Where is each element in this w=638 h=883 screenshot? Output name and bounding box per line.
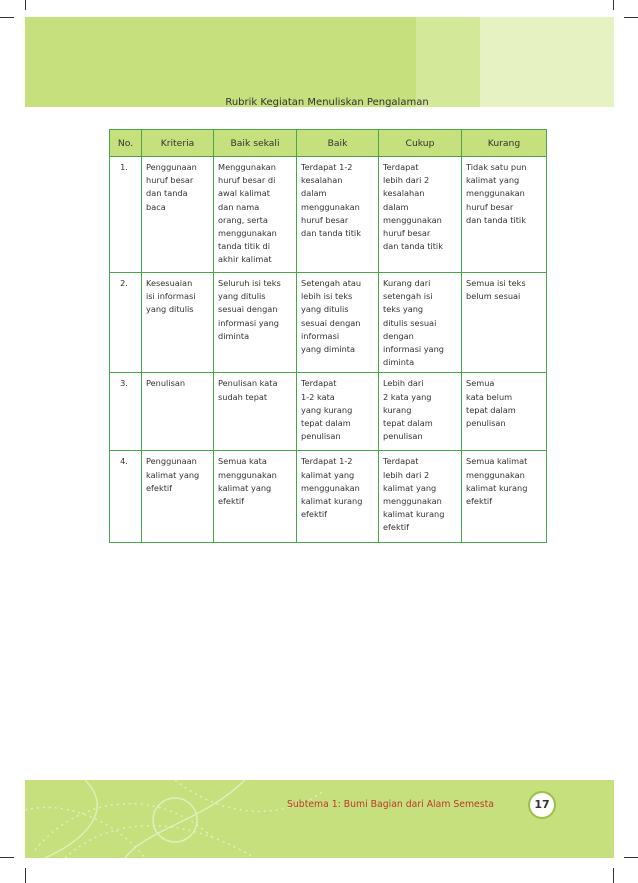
cell-text-line: akhir kalimat bbox=[218, 254, 272, 265]
cell-text-line: huruf besar di bbox=[218, 175, 276, 186]
document-title: Rubrik Kegiatan Menuliskan Pengalaman bbox=[225, 97, 429, 108]
table-header-row bbox=[110, 130, 547, 157]
cell-text-line: teks yang bbox=[383, 304, 424, 315]
cell-text-line: penulisan bbox=[383, 431, 423, 442]
header-baik: Baik bbox=[297, 130, 379, 157]
crop-mark-bottom-left-v bbox=[25, 868, 26, 883]
cell-text-line: menggunakan bbox=[301, 201, 360, 212]
cell-text-line: kata belum bbox=[466, 391, 513, 402]
crop-mark-top-right-v bbox=[613, 0, 614, 10]
cell-text-line: baca bbox=[146, 201, 166, 212]
cell-text-line: yang ditulis bbox=[301, 304, 349, 315]
cell-text-line: isi informasi bbox=[146, 291, 196, 302]
cell-text-line: Semua isi teks bbox=[466, 278, 526, 288]
cell-kurang bbox=[462, 273, 547, 373]
cell-text-line: Kurang dari bbox=[383, 278, 431, 288]
cell-text-line: sesuai dengan bbox=[301, 317, 361, 328]
header-banner bbox=[25, 17, 416, 107]
page-number-badge: 17 bbox=[528, 791, 556, 819]
cell-text-line: Semua bbox=[466, 378, 495, 389]
cell-text-line: Semua kalimat bbox=[466, 456, 528, 467]
cell-text-line: penulisan bbox=[466, 418, 506, 429]
row-number: 1. bbox=[110, 157, 142, 273]
cell-text-line: dan tanda bbox=[146, 188, 188, 199]
row-number: 3. bbox=[110, 373, 142, 451]
cell-text-line: sesuai dengan bbox=[218, 304, 278, 315]
cell-text-line: kalimat yang bbox=[146, 469, 200, 480]
table-row bbox=[110, 373, 547, 451]
cell-text-line: huruf besar bbox=[383, 228, 431, 239]
cell-text-line: penulisan bbox=[301, 431, 341, 442]
cell-cukup bbox=[379, 451, 462, 543]
cell-text-line: dalam bbox=[383, 201, 409, 212]
cell-kurang bbox=[462, 157, 547, 273]
cell-text-line: lebih dari 2 bbox=[383, 469, 430, 480]
cell-text-line: Terdapat 1-2 bbox=[301, 456, 353, 467]
footer-band bbox=[25, 780, 614, 858]
cell-text-line: menggunakan bbox=[383, 496, 442, 507]
cell-text-line: orang, serta bbox=[218, 214, 268, 225]
crop-mark-bottom-left-h bbox=[0, 857, 14, 858]
cell-text-line: yang kurang bbox=[301, 404, 353, 415]
cell-baik-sekali bbox=[214, 157, 297, 273]
cell-text-line: menggunakan bbox=[301, 482, 360, 493]
cell-text-line: huruf besar bbox=[301, 214, 349, 225]
cell-text-line: lebih dari 2 bbox=[383, 175, 430, 186]
cell-text-line: kesalahan bbox=[383, 188, 425, 199]
header-cukup: Cukup bbox=[379, 130, 462, 157]
cell-cukup bbox=[379, 273, 462, 373]
cell-text-line: tanda titik di bbox=[218, 241, 271, 252]
crop-mark-top-left-h bbox=[0, 17, 14, 18]
header-banner-light bbox=[480, 17, 614, 107]
cell-text-line: Lebih dari bbox=[383, 378, 424, 389]
cell-text-line: ditulis sesuai bbox=[383, 317, 437, 328]
cell-baik-sekali bbox=[214, 273, 297, 373]
crop-mark-bottom-right-v bbox=[613, 868, 614, 883]
table-row bbox=[110, 451, 547, 543]
cell-text-line: tepat dalam bbox=[301, 418, 351, 429]
cell-text-line: Semua kata bbox=[218, 456, 267, 467]
cell-kriteria bbox=[142, 273, 214, 373]
cell-text-line: Penulisan kata bbox=[218, 378, 278, 389]
cell-kriteria bbox=[142, 157, 214, 273]
cell-baik bbox=[297, 157, 379, 273]
cell-text-line: setengah isi bbox=[383, 291, 433, 302]
cell-text-line: efektif bbox=[383, 522, 410, 533]
cell-baik-sekali bbox=[214, 373, 297, 451]
cell-text-line: Terdapat 1-2 bbox=[301, 162, 353, 172]
cell-text-line: kalimat kurang bbox=[383, 509, 445, 520]
cell-text-line: Menggunakan bbox=[218, 162, 276, 172]
cell-text-line: menggunakan bbox=[218, 469, 277, 480]
cell-text-line: 1-2 kata bbox=[301, 391, 335, 402]
cell-text-line: dalam bbox=[301, 188, 327, 199]
cell-text-line: Terdapat bbox=[301, 378, 337, 389]
cell-text-line: kesalahan bbox=[301, 175, 343, 186]
cell-text-line: Seluruh isi teks bbox=[218, 278, 281, 288]
header-kurang: Kurang bbox=[462, 130, 547, 157]
cell-cukup bbox=[379, 373, 462, 451]
row-number: 4. bbox=[110, 451, 142, 543]
cell-text-line: tepat dalam bbox=[466, 404, 516, 415]
rubric-table bbox=[109, 129, 547, 543]
cell-text-line: informasi yang bbox=[218, 317, 279, 328]
cell-text-line: yang ditulis bbox=[146, 304, 194, 315]
cell-text-line: Penulisan bbox=[146, 378, 186, 389]
cell-text-line: informasi yang bbox=[383, 344, 444, 355]
cell-text-line: efektif bbox=[146, 482, 173, 493]
cell-text-line: Terdapat bbox=[383, 162, 419, 172]
cell-text-line: efektif bbox=[218, 496, 245, 507]
cell-text-line: dengan bbox=[383, 330, 414, 341]
cell-text-line: Kesesuaian bbox=[146, 278, 193, 288]
cell-kurang bbox=[462, 373, 547, 451]
cell-text-line: kalimat kurang bbox=[301, 496, 363, 507]
header-banner-accent bbox=[416, 17, 480, 107]
cell-text-line: kalimat yang bbox=[218, 482, 272, 493]
table-row bbox=[110, 157, 547, 273]
cell-text-line: Penggunaan bbox=[146, 456, 197, 467]
footer-subtheme: Subtema 1: Bumi Bagian dari Alam Semesta bbox=[287, 799, 494, 810]
cell-text-line: informasi bbox=[301, 330, 340, 341]
footer-swirl-decoration bbox=[25, 780, 614, 858]
cell-text-line: dan tanda titik bbox=[466, 214, 526, 225]
cell-text-line: kalimat yang bbox=[383, 482, 437, 493]
cell-text-line: kalimat yang bbox=[466, 175, 520, 186]
table-row bbox=[110, 273, 547, 373]
cell-text-line: efektif bbox=[466, 496, 493, 507]
cell-text-line: 2 kata yang bbox=[383, 391, 432, 402]
cell-text-line: sudah tepat bbox=[218, 391, 268, 402]
cell-text-line: huruf besar bbox=[146, 175, 194, 186]
row-number: 2. bbox=[110, 273, 142, 373]
cell-text-line: efektif bbox=[301, 509, 328, 520]
header-kriteria: Kriteria bbox=[142, 130, 214, 157]
cell-text-line: yang ditulis bbox=[218, 291, 266, 302]
cell-text-line: kalimat kurang bbox=[466, 482, 528, 493]
cell-baik bbox=[297, 451, 379, 543]
crop-mark-top-right-h bbox=[624, 17, 638, 18]
cell-baik-sekali bbox=[214, 451, 297, 543]
cell-text-line: huruf besar bbox=[466, 201, 514, 212]
header-no: No. bbox=[110, 130, 142, 157]
cell-text-line: belum sesuai bbox=[466, 291, 521, 302]
cell-text-line: tepat dalam bbox=[383, 418, 433, 429]
cell-text-line: Penggunaan bbox=[146, 162, 197, 172]
header-baik-sekali: Baik sekali bbox=[214, 130, 297, 157]
cell-text-line: diminta bbox=[218, 330, 250, 341]
cell-text-line: dan tanda titik bbox=[383, 241, 443, 252]
cell-kurang bbox=[462, 451, 547, 543]
cell-text-line: menggunakan bbox=[383, 214, 442, 225]
cell-baik bbox=[297, 273, 379, 373]
crop-mark-bottom-right-h bbox=[624, 857, 638, 858]
cell-text-line: Terdapat bbox=[383, 456, 419, 467]
cell-text-line: menggunakan bbox=[218, 228, 277, 239]
cell-cukup bbox=[379, 157, 462, 273]
cell-text-line: diminta bbox=[383, 357, 415, 368]
cell-text-line: menggunakan bbox=[466, 469, 525, 480]
cell-baik bbox=[297, 373, 379, 451]
cell-text-line: dan nama bbox=[218, 201, 260, 212]
cell-kriteria bbox=[142, 451, 214, 543]
cell-text-line: kalimat yang bbox=[301, 469, 355, 480]
cell-kriteria bbox=[142, 373, 214, 451]
crop-mark-top-left-v bbox=[25, 0, 26, 10]
cell-text-line: Tidak satu pun bbox=[466, 162, 527, 172]
cell-text-line: yang diminta bbox=[301, 344, 355, 355]
cell-text-line: lebih isi teks bbox=[301, 291, 353, 302]
cell-text-line: kurang bbox=[383, 404, 412, 415]
cell-text-line: Setengah atau bbox=[301, 278, 362, 288]
cell-text-line: dan tanda titik bbox=[301, 228, 361, 239]
cell-text-line: menggunakan bbox=[466, 188, 525, 199]
cell-text-line: awal kalimat bbox=[218, 188, 270, 199]
